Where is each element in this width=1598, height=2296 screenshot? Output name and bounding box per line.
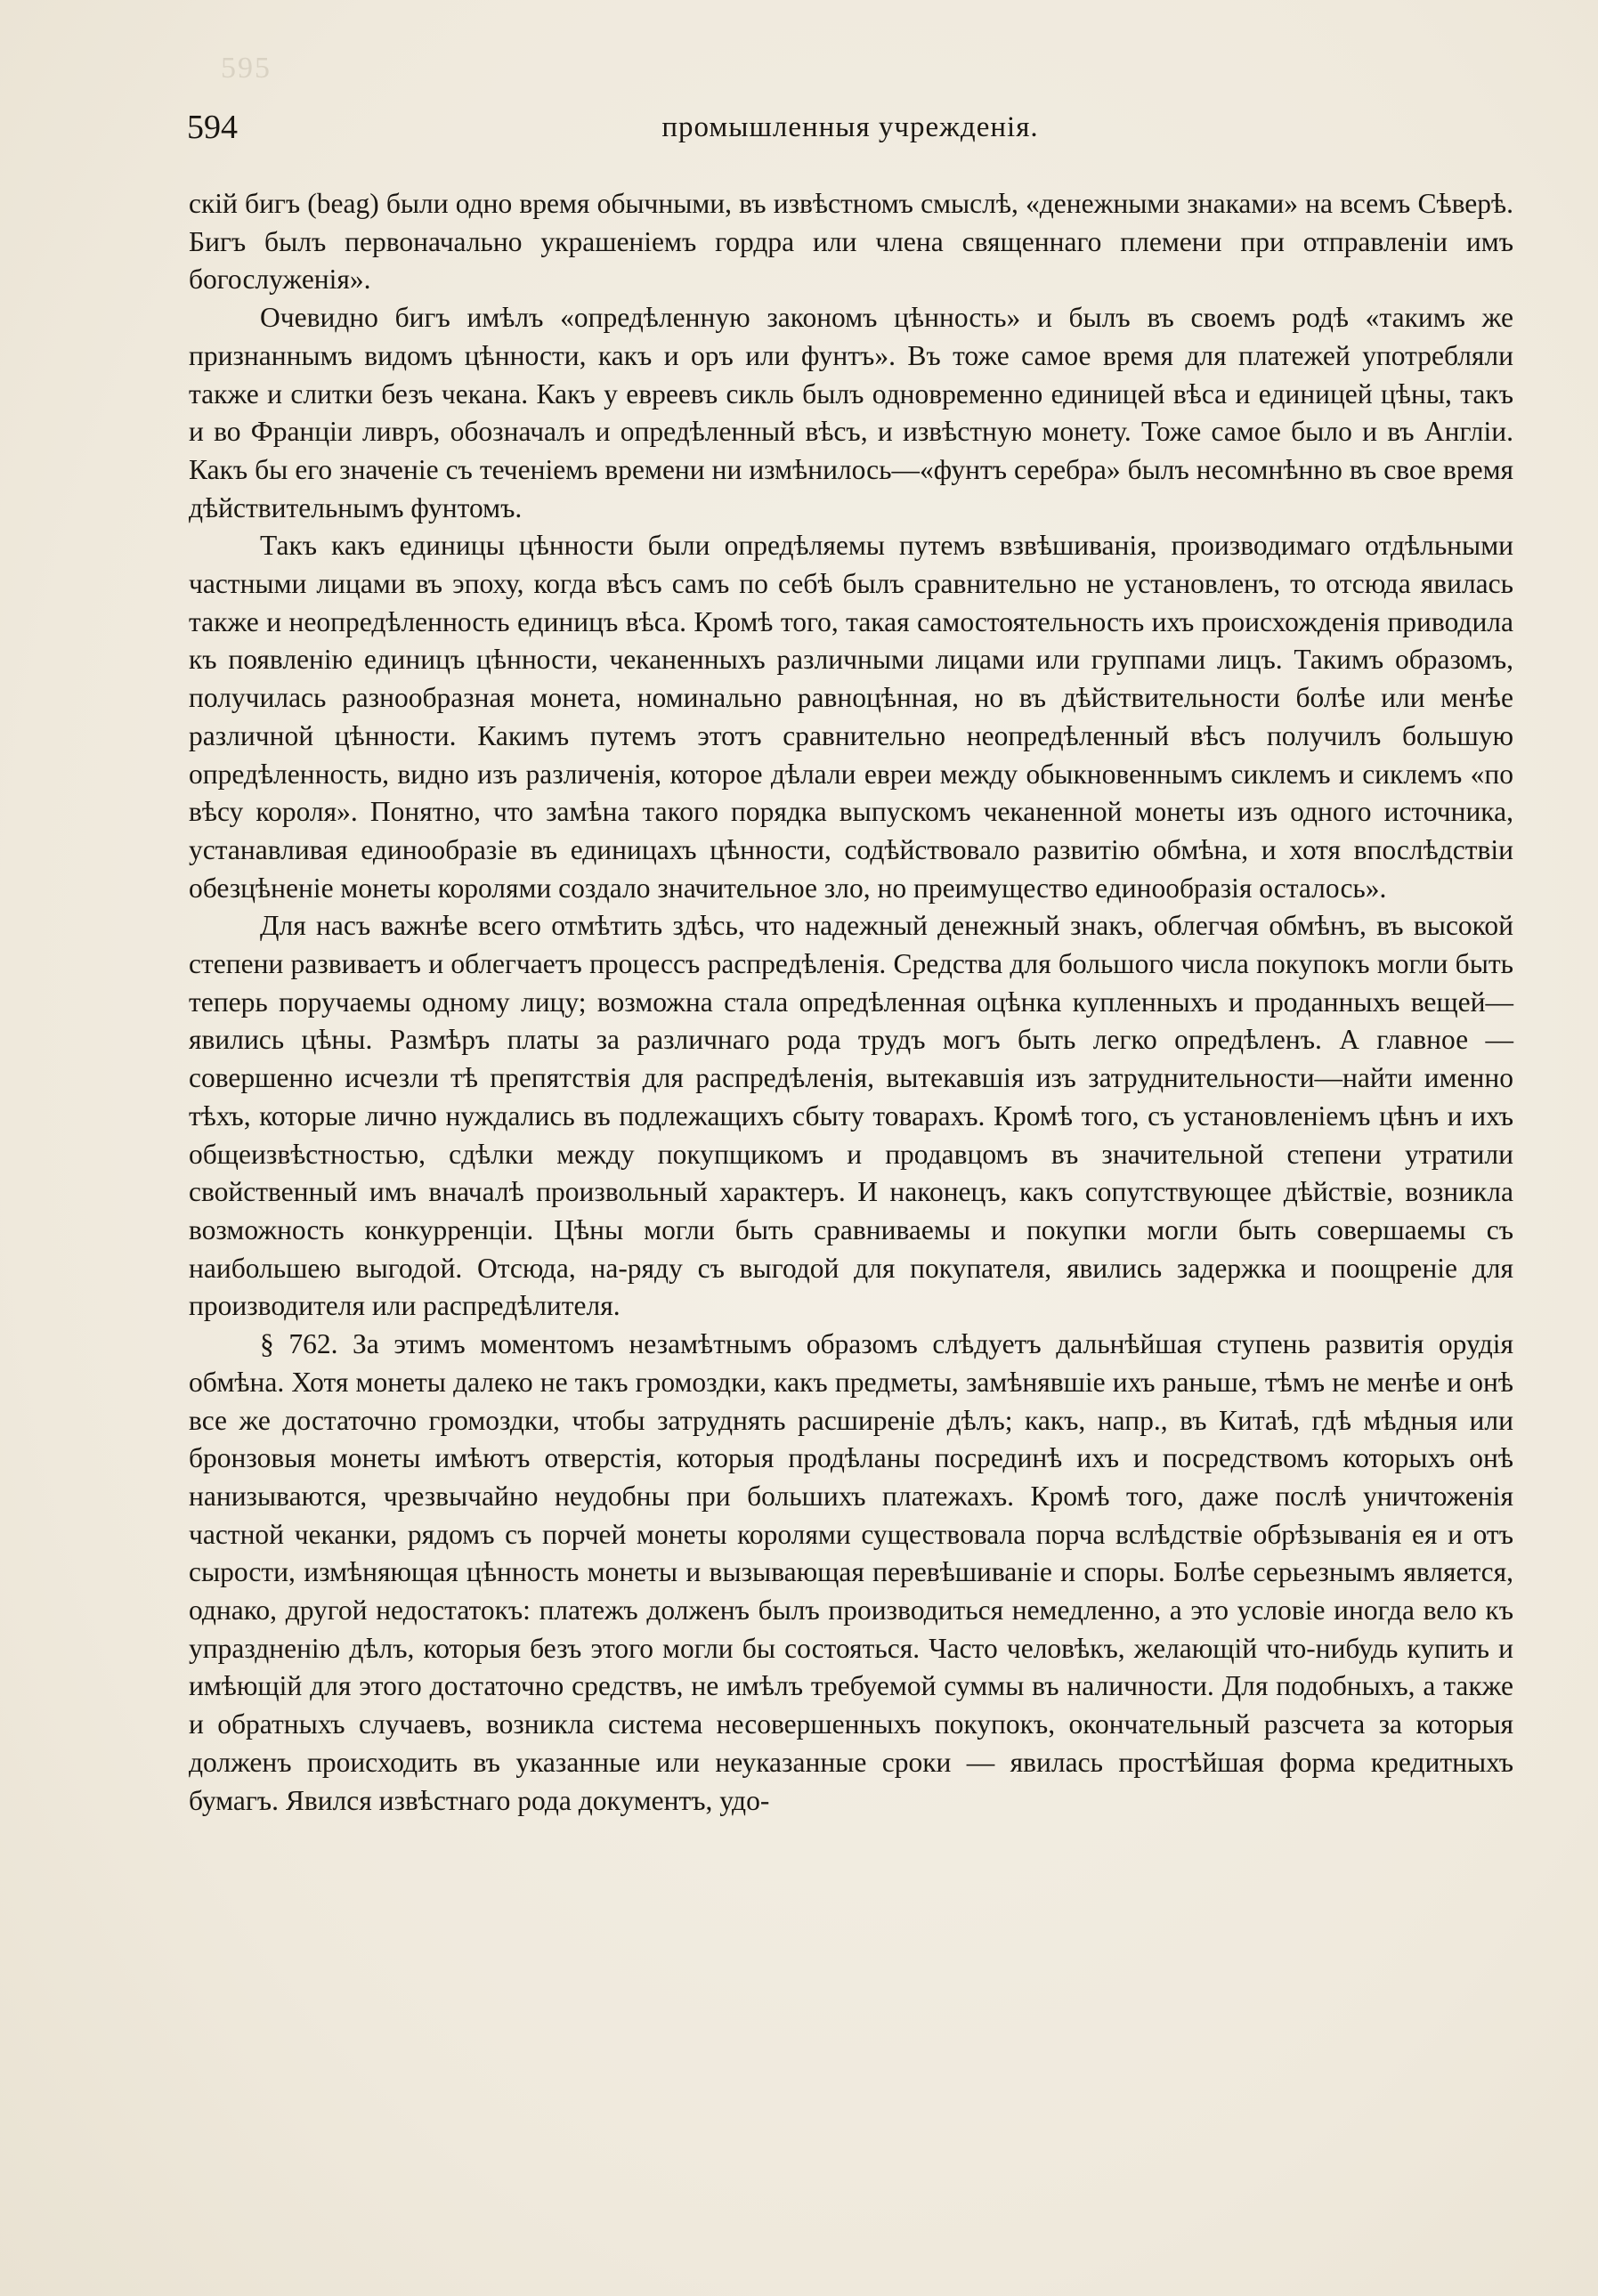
running-title: промышленныя учрежденія.: [661, 111, 1039, 143]
body-text: [189, 185, 1513, 1820]
bleed-through-page-number: 595: [221, 52, 272, 85]
paragraph: Для насъ важнѣе всего отмѣтить здѣсь, что надежный денежный знакъ, облегчая обмѣнъ, въ высокой степени развиваетъ и облегчаетъ процессъ распредѣленія. Средства для большого числа покупокъ могли быть теперь поручаемы одному лицу; возможна стала опредѣленная оцѣнка купленныхъ и проданныхъ вещей—явились цѣны. Размѣръ платы за различнаго рода трудъ могъ быть легко опредѣленъ. А главное — совершенно исчезли тѣ препятствія для распредѣленія, вытекавшія изъ затруднительности—найти именно тѣхъ, которые лично нуждались въ подлежащихъ сбыту товарахъ. Кромѣ того, съ установленіемъ цѣнъ и ихъ общеизвѣстностью, сдѣлки между покупщикомъ и продавцомъ въ значительной степени утратили свойственный имъ вначалѣ произвольный характеръ. И наконецъ, какъ сопутствующее дѣйствіе, возникла возможность конкурренціи. Цѣны могли быть сравниваемы и покупки могли быть совершаемы съ наибольшею выгодой. Отсюда, на-ряду съ выгодой для покупателя, явились задержка и поощреніе для производителя или распредѣлителя.: [189, 910, 1513, 1322]
paragraph: Очевидно бигъ имѣлъ «опредѣленную закономъ цѣнность» и былъ въ своемъ родѣ «такимъ же признаннымъ видомъ цѣнности, какъ и оръ или фунтъ». Въ тоже самое время для платежей употребляли также и слитки безъ чекана. Какъ у евреевъ сикль былъ одновременно единицей вѣса и единицей цѣны, такъ и во Франціи ливръ, обозначалъ и опредѣленный вѣсъ, и извѣстную монету. Тоже самое было и въ Англіи. Какъ бы его значеніе съ теченіемъ времени ни измѣнилось—«фунтъ серебра» былъ несомнѣнно въ свое время дѣйствительнымъ фунтомъ.: [189, 302, 1513, 523]
section-paragraph-762: § 762. За этимъ моментомъ незамѣтнымъ образомъ слѣдуетъ дальнѣйшая ступень развитія орудія обмѣна. Хотя монеты далеко не такъ громоздки, какъ предметы, замѣнявшіе ихъ раньше, тѣмъ не менѣе и онѣ все же достаточно громоздки, чтобы затруднять расширеніе дѣлъ; какъ, напр., въ Китаѣ, гдѣ мѣдныя или бронзовыя монеты имѣютъ отверстія, которыя продѣланы посрединѣ ихъ и посредствомъ которыхъ онѣ нанизываются, чрезвычайно неудобны при большихъ платежахъ. Кромѣ того, даже послѣ уничтоженія частной чеканки, рядомъ съ порчей монеты королями существовала порча вслѣдствіе обрѣзыванія ея и отъ сырости, измѣняющая цѣнность монеты и вызывающая перевѣшиваніе и споры. Болѣе серьезнымъ является, однако, другой недостатокъ: платежъ долженъ былъ производиться немедленно, а это условіе иногда вело къ упраздненію дѣлъ, которыя безъ этого могли бы состояться. Часто человѣкъ, желающій что-нибудь купить и имѣющій для этого достаточно средствъ, не имѣлъ требуемой суммы въ наличности. Для подобныхъ, а также и обратныхъ случаевъ, возникла система несовершенныхъ покупокъ, окончательный разсчета за которыя долженъ происходить въ указанные или неуказанные сроки — явилась простѣйшая форма кредитныхъ бумагъ. Явился извѣстнаго рода документъ, удо-: [189, 1328, 1513, 1816]
paragraph: Такъ какъ единицы цѣнности были опредѣляемы путемъ взвѣшиванія, производимаго отдѣльными частными лицами въ эпоху, когда вѣсъ самъ по себѣ былъ сравнительно не установленъ, то отсюда явилась также и неопредѣленность единицъ вѣса. Кромѣ того, такая самостоятельность ихъ происхожденія приводила къ появленію единицъ цѣнности, чеканенныхъ различными лицами или группами лицъ. Такимъ образомъ, получилась разнообразная монета, номинально равноцѣнная, но въ дѣйствительности болѣе или менѣе различной цѣнности. Какимъ путемъ этотъ сравнительно неопредѣленный вѣсъ получилъ большую опредѣленность, видно изъ различенія, которое дѣлали евреи между обыкновеннымъ сиклемъ и сиклемъ «по вѣсу короля». Понятно, что замѣна такого порядка выпускомъ чеканенной монеты изъ одного источника, устанавливая единообразіе въ единицахъ цѣнности, содѣйствовало развитію обмѣна, и хотя впослѣдствіи обезцѣненіе монеты королями создало значительное зло, но преимущество единообразія осталось».: [189, 530, 1513, 904]
paragraph-continuation: скій бигъ (beag) были одно время обычными, въ извѣстномъ смыслѣ, «денежными знаками» на всемъ Сѣверѣ. Бигъ былъ первоначально украшеніемъ гордра или члена священнаго племени при отправленіи имъ богослуженія».: [189, 188, 1513, 296]
page-number: 594: [187, 109, 238, 146]
page-header: [187, 105, 1513, 150]
